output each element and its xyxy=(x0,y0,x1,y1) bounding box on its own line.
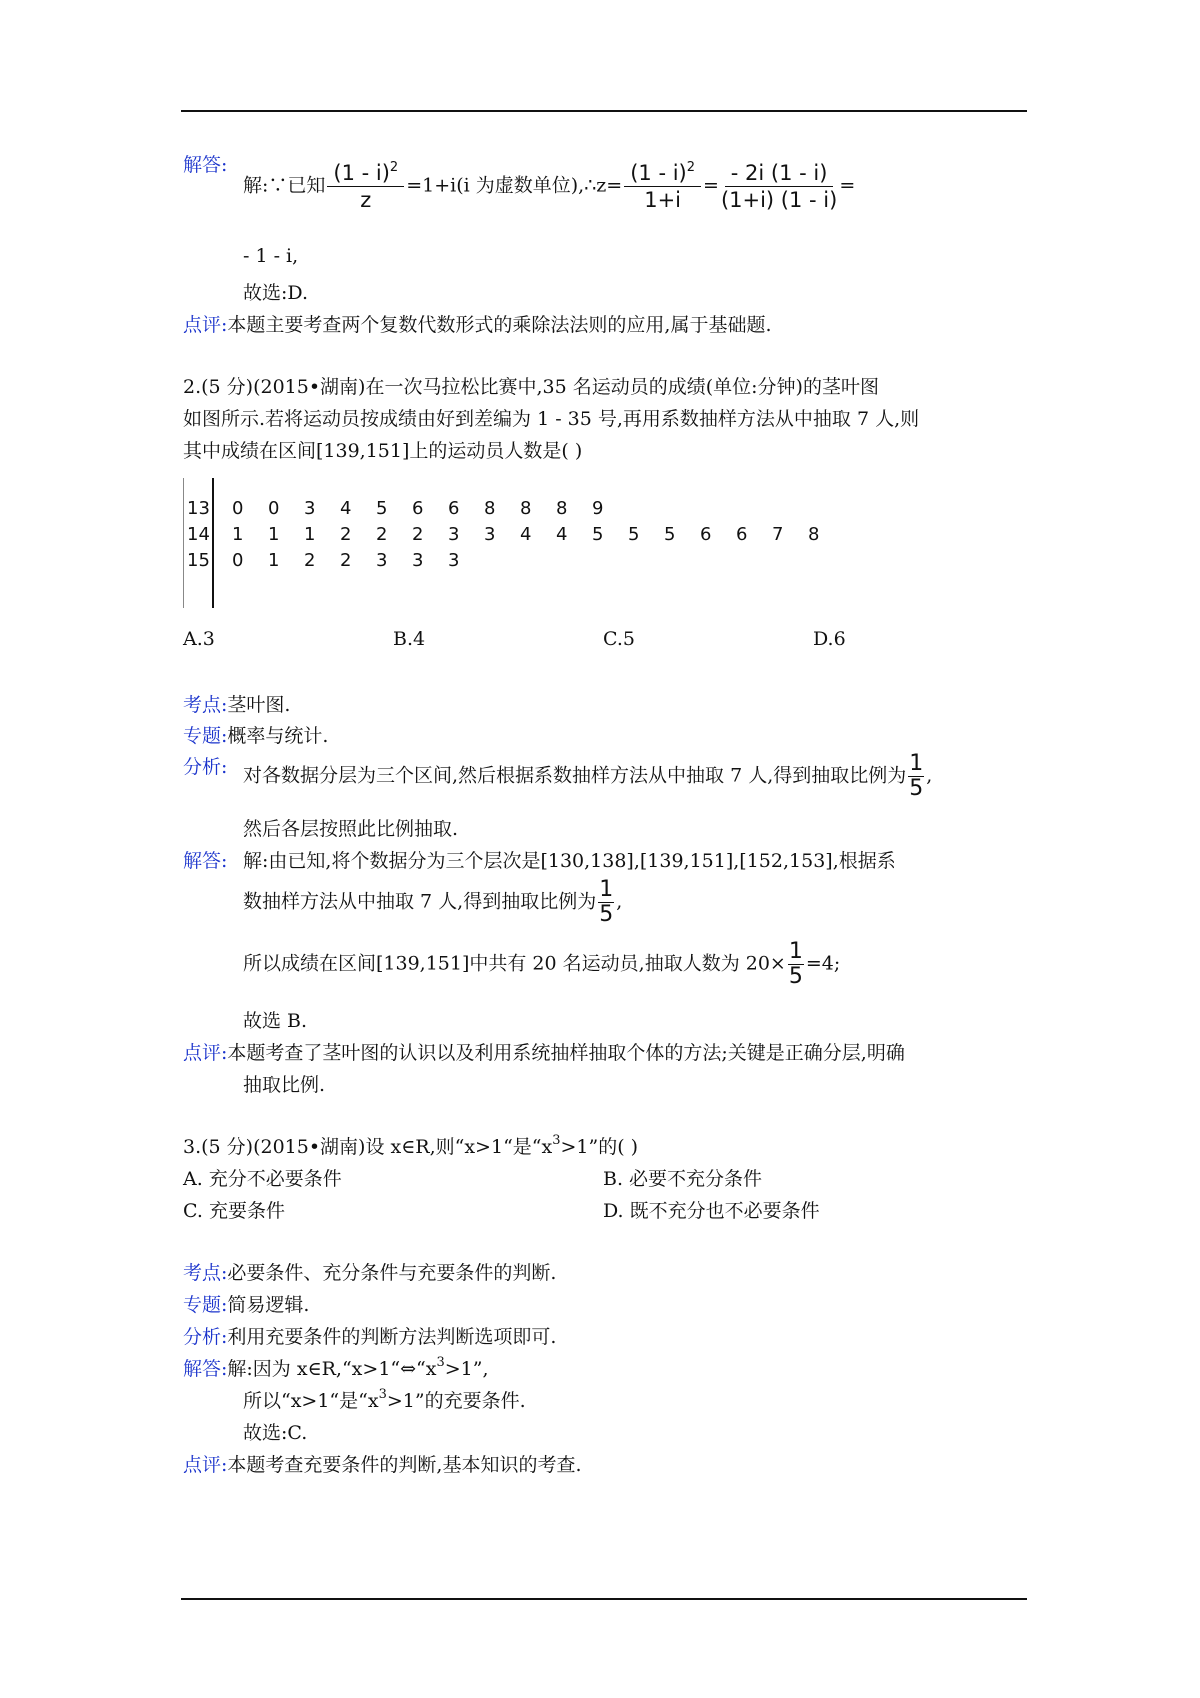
leaf-value: 4 xyxy=(556,524,568,545)
leaf-value: 1 xyxy=(232,524,244,545)
jieda-fraction-2: $\frac{1}{5}$ xyxy=(788,939,803,989)
leaf-value: 8 xyxy=(808,524,820,545)
q3-jieda-1: 解答:解:因为 $x\in R,“x>1“\Leftrightarrow“x^3>1$”, xyxy=(183,1355,489,1380)
q2-jieda-2: 数抽样方法从中抽取 7 人,得到抽取比例为 $\frac{1}{5}$ , xyxy=(243,877,623,927)
stem-value: 13 xyxy=(187,498,210,519)
q3-option-d: D. 既不充分也不必要条件 xyxy=(603,1200,820,1222)
q3-jieda-3: 故选:C. xyxy=(243,1422,308,1444)
leaf-value: 3 xyxy=(448,550,460,571)
comment-label: 点评: xyxy=(183,314,228,336)
leaf-value: 2 xyxy=(376,524,388,545)
leaf-value: 4 xyxy=(520,524,532,545)
leaf-value: 5 xyxy=(628,524,640,545)
q2-kaodian: 考点:茎叶图. xyxy=(183,694,291,716)
leaf-value: 3 xyxy=(304,498,316,519)
q1-result: - 1 - i, xyxy=(243,245,299,267)
leaf-value: 8 xyxy=(484,498,496,519)
q3-option-b: B. 必要不充分条件 xyxy=(603,1168,763,1190)
q3-jieda-2: 所以“x>1“是“$x^3>1$”的充要条件. xyxy=(243,1387,526,1412)
q2-jieda-4: 故选 B. xyxy=(243,1010,308,1032)
q3-kaodian: 考点:必要条件、充分条件与充要条件的判断. xyxy=(183,1262,557,1284)
q1-fraction-1: $\frac{(1 - i)^2}{z}$ xyxy=(327,160,404,213)
q3-fenxi: 分析:利用充要条件的判断方法判断选项即可. xyxy=(183,1326,557,1348)
plot-divider xyxy=(212,478,214,608)
header-rule xyxy=(181,110,1027,112)
jieda-fraction-1: $\frac{1}{5}$ xyxy=(599,877,614,927)
leaf-value: 3 xyxy=(448,524,460,545)
q2-dianping-1: 点评:本题考查了茎叶图的认识以及利用系统抽样抽取个体的方法;关键是正确分层,明确 xyxy=(183,1042,905,1064)
stem-value: 14 xyxy=(187,524,210,545)
leaf-value: 3 xyxy=(376,550,388,571)
leaf-value: 1 xyxy=(268,524,280,545)
leaf-value: 0 xyxy=(232,498,244,519)
q2-stem-line-2: 如图所示.若将运动员按成绩由好到差编为 1 - 35 号,再用系数抽样方法从中抽取 7 人,则 xyxy=(183,408,920,430)
footer-rule xyxy=(181,1598,1027,1600)
q2-zhuanti: 专题:概率与统计. xyxy=(183,725,329,747)
q2-fenxi-1: 对各数据分层为三个区间,然后根据系数抽样方法从中抽取 7 人,得到抽取比例为 $\frac{1}{5}$ , xyxy=(243,751,933,801)
q1-choose: 故选:D. xyxy=(243,282,308,304)
q1-comment: 点评:本题主要考查两个复数代数形式的乘除法法则的应用,属于基础题. xyxy=(183,314,772,336)
q3-option-c: C. 充要条件 xyxy=(183,1200,285,1222)
q1-fraction-3: $\frac{- 2i (1 - i)}{(1+i) (1 - i)}$ xyxy=(720,161,838,212)
q2-fenxi-2: 然后各层按照此比例抽取. xyxy=(243,818,459,840)
leaf-value: 2 xyxy=(340,550,352,571)
stem-leaf-plot xyxy=(183,478,833,608)
q3-stem: 3.(5 分)(2015•湖南)设 x∈R,则“x>1“是“$x^3>1$”的( ) xyxy=(183,1133,639,1158)
q2-dianping-2: 抽取比例. xyxy=(243,1074,326,1096)
leaf-value: 0 xyxy=(232,550,244,571)
leaf-value: 8 xyxy=(520,498,532,519)
q2-jieda-3: 所以成绩在区间[139,151]中共有 20 名运动员,抽取人数为 20× $\frac{1}{5}$ =4; xyxy=(243,939,841,989)
leaf-value: 1 xyxy=(268,550,280,571)
leaf-value: 2 xyxy=(304,550,316,571)
q2-jieda-1: 解:由已知,将个数据分为三个层次是[130,138],[139,151],[152,153],根据系 xyxy=(243,850,896,872)
leaf-value: 7 xyxy=(772,524,784,545)
fenxi-fraction: $\frac{1}{5}$ xyxy=(909,751,924,801)
q2-option-b: B.4 xyxy=(393,628,426,650)
answer-label: 解答: xyxy=(183,154,228,176)
leaf-value: 5 xyxy=(592,524,604,545)
leaf-value: 3 xyxy=(484,524,496,545)
leaf-value: 6 xyxy=(700,524,712,545)
leaf-value: 9 xyxy=(592,498,604,519)
plot-left-edge xyxy=(183,478,184,608)
leaf-value: 2 xyxy=(340,524,352,545)
q2-option-c: C.5 xyxy=(603,628,635,650)
q2-jieda-label: 解答: xyxy=(183,850,228,872)
leaf-value: 6 xyxy=(448,498,460,519)
q2-option-d: D.6 xyxy=(813,628,846,650)
q2-stem-line-1: 2.(5 分)(2015•湖南)在一次马拉松比赛中,35 名运动员的成绩(单位:分钟)的茎叶图 xyxy=(183,376,879,398)
q1-solution-line: 解:∵已知 $\frac{(1 - i)^2}{z}$ =1+i(i 为虚数单位),∴z= $\frac{(1 - i)^2}{1+i}$ = $\frac{- 2i (1 - i)}{(1+i) (1 - i)}$ = xyxy=(243,160,856,212)
leaf-value: 5 xyxy=(664,524,676,545)
leaf-value: 1 xyxy=(304,524,316,545)
q2-fenxi-label: 分析: xyxy=(183,756,228,778)
leaf-value: 4 xyxy=(340,498,352,519)
q2-stem-line-3: 其中成绩在区间[139,151]上的运动员人数是( ) xyxy=(183,440,583,462)
q2-option-a: A.3 xyxy=(183,628,215,650)
q1-mid-text: =1+i(i 为虚数单位),∴z= xyxy=(406,174,623,197)
leaf-value: 0 xyxy=(268,498,280,519)
leaf-value: 5 xyxy=(376,498,388,519)
leaf-value: 2 xyxy=(412,524,424,545)
leaf-value: 3 xyxy=(412,550,424,571)
q1-sol-prefix: 解:∵已知 xyxy=(243,174,326,197)
leaf-value: 6 xyxy=(736,524,748,545)
stem-value: 15 xyxy=(187,550,210,571)
leaf-value: 6 xyxy=(412,498,424,519)
q1-fraction-2: $\frac{(1 - i)^2}{1+i}$ xyxy=(624,160,701,213)
q3-zhuanti: 专题:简易逻辑. xyxy=(183,1294,310,1316)
q3-option-a: A. 充分不必要条件 xyxy=(183,1168,342,1190)
leaf-value: 8 xyxy=(556,498,568,519)
q3-dianping: 点评:本题考查充要条件的判断,基本知识的考查. xyxy=(183,1454,582,1476)
